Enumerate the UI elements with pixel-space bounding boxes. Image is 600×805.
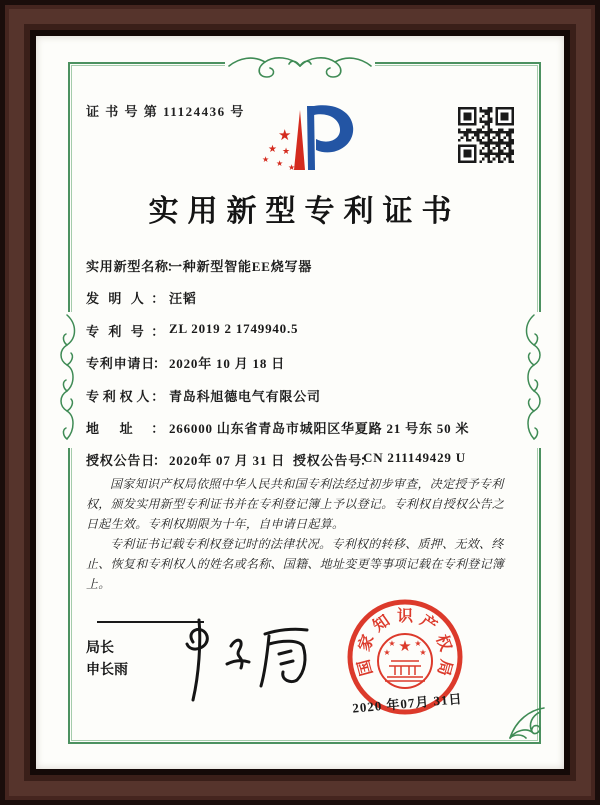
star-icon: ★: [388, 639, 396, 648]
field-label: 专利号 ：: [86, 321, 165, 340]
field-row: [86, 321, 298, 340]
corner-flourish-ornament: [504, 704, 548, 744]
field-row: [86, 450, 466, 469]
signature-handwriting: [165, 612, 325, 712]
signer-name: 申长雨: [86, 661, 128, 677]
field-label: 授权公告日 ：: [86, 450, 165, 469]
left-flourish-ornament: [54, 312, 80, 448]
field-value: 2020年 07 月 31 日: [169, 453, 285, 468]
logo-p-stem: [307, 106, 315, 170]
field-value: 2020年 10 月 18 日: [169, 356, 285, 371]
field-label: 授权公告号 ：: [293, 450, 359, 469]
right-flourish-ornament: [521, 312, 547, 448]
star-icon: ★: [282, 146, 291, 156]
field-label: 专利权人 ：: [86, 386, 165, 405]
field-row: [86, 288, 197, 307]
field-value: 一种新型智能EE烧写器: [169, 259, 313, 274]
field-row: [86, 353, 285, 372]
star-icon: ★: [414, 639, 422, 648]
qr-code: [458, 107, 514, 163]
legal-paragraph: 国家知识产权局依照中华人民共和国专利法经过初步审查，决定授予专利权，颁发实用新型专利证书并在专利登记簿上予以登记。专利权自授权公告之日起生效。专利权期限为十年，自申请日起算。: [86, 477, 505, 531]
grant-number: [293, 450, 466, 469]
cnipa-logo: [260, 100, 358, 172]
logo-p-bowl: [314, 105, 353, 152]
seal-char: 国: [355, 657, 377, 678]
field-value: 266000 山东省青岛市城阳区华夏路 21 号东 50 米: [169, 421, 470, 436]
seal-date: 2020 年07月 31日: [351, 691, 464, 716]
national-emblem: [378, 634, 432, 688]
field-value: 汪韬: [169, 291, 197, 306]
field-label: 专利申请日 ：: [86, 353, 165, 372]
star-icon: ★: [288, 163, 296, 172]
tiananmen-gate: [385, 661, 425, 681]
field-label: 发明人 ：: [86, 288, 165, 307]
field-value: CN 211149429 U: [363, 450, 466, 465]
field-row: [86, 386, 321, 405]
star-icon: ★: [262, 155, 270, 164]
field-label: 地址 ：: [86, 418, 165, 437]
seal-char: 知: [370, 612, 394, 636]
field-value: 青岛科旭德电气有限公司: [169, 389, 321, 404]
certificate-number: 证 书 号 第 11124436 号: [86, 104, 245, 119]
star-icon: ★: [383, 648, 391, 657]
star-icon: ★: [398, 639, 412, 655]
star-icon: ★: [278, 128, 292, 144]
field-row: [86, 256, 312, 275]
legal-text: [86, 474, 516, 594]
star-icon: ★: [419, 648, 427, 657]
seal-char: 局: [433, 657, 455, 678]
top-flourish-ornament: [225, 50, 375, 82]
star-icon: ★: [276, 159, 284, 168]
seal-char: 家: [356, 632, 378, 654]
signer-block: [86, 636, 128, 680]
field-label: 实用新型名称 ：: [86, 256, 165, 275]
legal-paragraph: 专利证书记载专利权登记时的法律状况。专利权的转移、质押、无效、终止、恢复和专利权人的姓名或名称、国籍、地址变更等事项记载在专利登记簿上。: [86, 537, 505, 591]
signer-role: 局长: [86, 639, 114, 655]
star-icon: ★: [268, 144, 277, 155]
logo-flag-stripe: [294, 110, 305, 170]
certificate-title: 实用新型专利证书: [148, 195, 461, 228]
seal-char: 识: [396, 608, 414, 625]
seal-char: 权: [432, 632, 454, 654]
field-value: ZL 2019 2 1749940.5: [169, 321, 299, 336]
seal-char: 产: [416, 612, 440, 636]
field-row: [86, 418, 469, 437]
